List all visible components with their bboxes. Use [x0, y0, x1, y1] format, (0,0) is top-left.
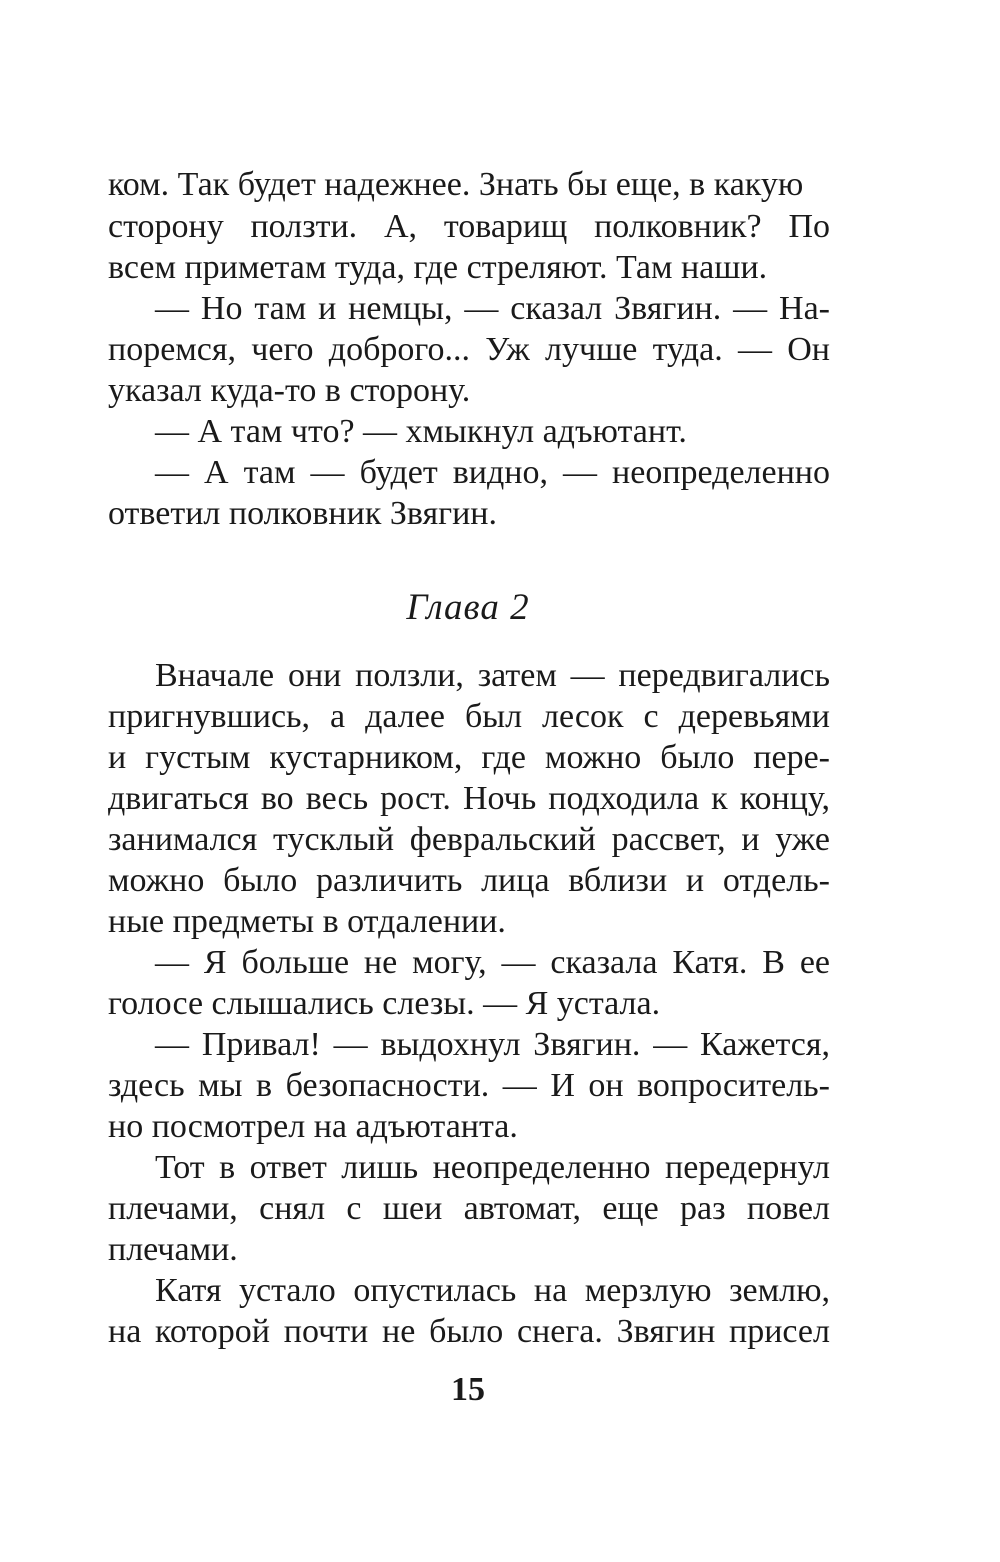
text-line: здесь мы в безопасности. — И он вопроситель-	[108, 1067, 830, 1104]
text-line: ные предметы в отдалении.	[108, 903, 506, 940]
text-line: плечами, снял с шеи автомат, еще раз повел	[108, 1190, 830, 1227]
text-line: ответил полковник Звягин.	[108, 495, 497, 532]
text-line: указал куда-то в сторону.	[108, 372, 471, 409]
text-line: голосе слышались слезы. — Я устала.	[108, 985, 661, 1022]
text-line: и густым кустарником, где можно было пере-	[108, 739, 830, 776]
text-line: — Я больше не могу, — сказала Катя. В ее	[155, 944, 830, 981]
text-line: занимался тусклый февральский рассвет, и уже	[108, 821, 830, 858]
chapter-title: Глава 2	[406, 587, 530, 628]
text-line: — А там — будет видно, — неопределенно	[155, 454, 830, 491]
text-line: можно было различить лица вблизи и отдель-	[108, 862, 830, 899]
text-line: сторону ползти. А, товарищ полковник? По	[108, 208, 830, 245]
text-line: плечами.	[108, 1231, 238, 1268]
text-line: поремся, чего доброго... Уж лучше туда. — Он	[108, 331, 830, 368]
text-line: — А там что? — хмыкнул адъютант.	[155, 413, 687, 450]
text-line: Тот в ответ лишь неопределенно передернул	[155, 1149, 830, 1186]
text-line: на которой почти не было снега. Звягин присел	[108, 1313, 830, 1350]
text-line: — Но там и немцы, — сказал Звягин. — На-	[155, 290, 830, 327]
text-line: но посмотрел на адъютанта.	[108, 1108, 518, 1145]
text-line: Вначале они ползли, затем — передвигались	[155, 657, 830, 694]
page-number: 15	[451, 1371, 485, 1408]
text-line: Катя устало опустилась на мерзлую землю,	[155, 1272, 830, 1309]
text-line: всем приметам туда, где стреляют. Там наши.	[108, 249, 768, 286]
text-line: — Привал! — выдохнул Звягин. — Кажется,	[155, 1026, 830, 1063]
text-line: пригнувшись, а далее был лесок с деревьями	[108, 698, 830, 735]
text-line: двигаться во весь рост. Ночь подходила к концу,	[108, 780, 830, 817]
text-line: ком. Так будет надежнее. Знать бы еще, в какую	[108, 166, 804, 203]
